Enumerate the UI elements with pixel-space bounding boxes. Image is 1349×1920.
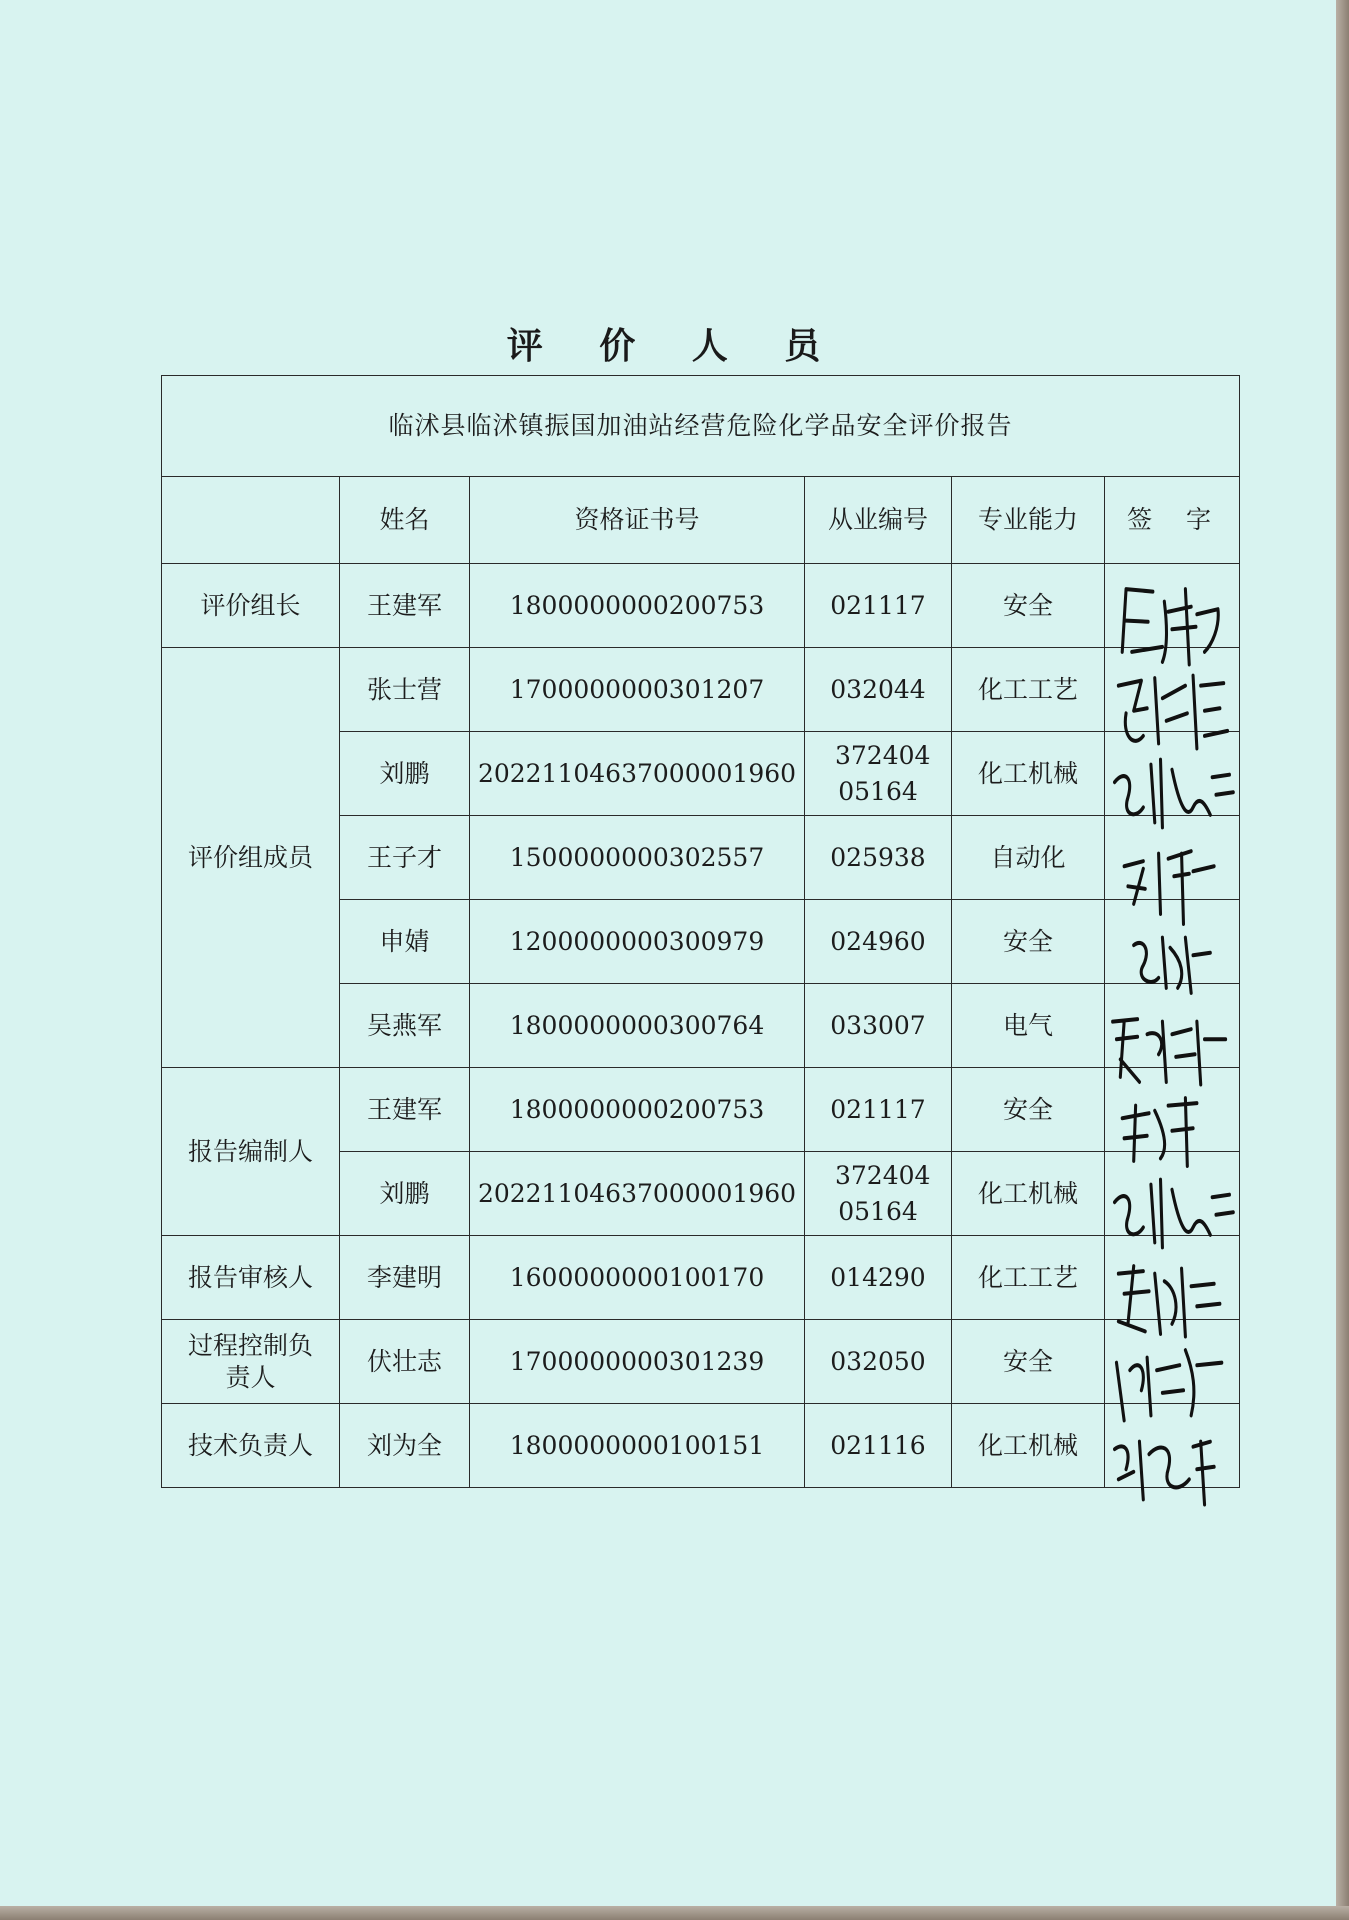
skill-cell: 电气	[952, 984, 1105, 1068]
signature-cell	[1105, 1152, 1240, 1236]
header-skill: 专业能力	[952, 477, 1105, 564]
table-row	[162, 648, 1240, 732]
personnel-table	[161, 375, 1240, 1488]
role-cell: 报告编制人	[162, 1068, 340, 1236]
header-name: 姓名	[340, 477, 470, 564]
signature-cell	[1105, 564, 1240, 648]
table-row	[162, 1068, 1240, 1152]
cert-number-cell: 1800000000200753	[470, 1068, 805, 1152]
table-row	[162, 1236, 1240, 1320]
role-cell: 过程控制负责人	[162, 1320, 340, 1404]
signature-cell	[1105, 984, 1240, 1068]
practice-number-cell: 033007	[805, 984, 952, 1068]
skill-cell: 安全	[952, 1320, 1105, 1404]
role-cell: 评价组长	[162, 564, 340, 648]
name-cell: 刘鹏	[340, 732, 470, 816]
skill-cell: 化工机械	[952, 1404, 1105, 1488]
cert-number-cell: 20221104637000001960	[470, 1152, 805, 1236]
skill-cell: 化工机械	[952, 732, 1105, 816]
signature-cell	[1105, 1320, 1240, 1404]
signature-cell	[1105, 816, 1240, 900]
name-cell: 王建军	[340, 1068, 470, 1152]
table-row	[162, 1404, 1240, 1488]
handwritten-signature-icon	[1105, 1404, 1239, 1517]
role-cell: 报告审核人	[162, 1236, 340, 1320]
skill-cell: 化工工艺	[952, 1236, 1105, 1320]
signature-cell	[1105, 648, 1240, 732]
skill-cell: 化工工艺	[952, 648, 1105, 732]
practice-number-cell: 032050	[805, 1320, 952, 1404]
practice-number-cell: 021117	[805, 1068, 952, 1152]
background-desk-edge	[1336, 0, 1349, 1920]
cert-number-cell: 1800000000300764	[470, 984, 805, 1068]
header-role	[162, 477, 340, 564]
practice-number-cell: 014290	[805, 1236, 952, 1320]
cert-number-cell: 1800000000200753	[470, 564, 805, 648]
table-row	[162, 564, 1240, 648]
cert-number-cell: 1200000000300979	[470, 900, 805, 984]
header-practice-number: 从业编号	[805, 477, 952, 564]
report-title: 临沭县临沭镇振国加油站经营危险化学品安全评价报告	[162, 376, 1240, 477]
practice-number-cell: 021117	[805, 564, 952, 648]
skill-cell: 化工机械	[952, 1152, 1105, 1236]
cert-number-cell: 1700000000301239	[470, 1320, 805, 1404]
signature-cell	[1105, 1404, 1240, 1488]
practice-number-cell: 025938	[805, 816, 952, 900]
practice-number-cell: 032044	[805, 648, 952, 732]
page-title: 评 价 人 员	[506, 326, 843, 367]
cert-number-cell: 1500000000302557	[470, 816, 805, 900]
skill-cell: 安全	[952, 900, 1105, 984]
role-cell: 技术负责人	[162, 1404, 340, 1488]
header-signature: 签 字	[1105, 477, 1240, 564]
practice-number-cell: 372404 05164	[805, 732, 952, 816]
background-desk-bottom	[0, 1906, 1349, 1920]
practice-number-cell: 021116	[805, 1404, 952, 1488]
cert-number-cell: 20221104637000001960	[470, 732, 805, 816]
name-cell: 申婧	[340, 900, 470, 984]
role-cell: 评价组成员	[162, 648, 340, 1068]
cert-number-cell: 1700000000301207	[470, 648, 805, 732]
skill-cell: 安全	[952, 564, 1105, 648]
cert-number-cell: 1600000000100170	[470, 1236, 805, 1320]
skill-cell: 安全	[952, 1068, 1105, 1152]
header-cert: 资格证书号	[470, 477, 805, 564]
name-cell: 张士营	[340, 648, 470, 732]
name-cell: 伏壮志	[340, 1320, 470, 1404]
name-cell: 王子才	[340, 816, 470, 900]
practice-number-cell: 372404 05164	[805, 1152, 952, 1236]
signature-cell	[1105, 732, 1240, 816]
signature-cell	[1105, 900, 1240, 984]
skill-cell: 自动化	[952, 816, 1105, 900]
signature-cell	[1105, 1236, 1240, 1320]
name-cell: 王建军	[340, 564, 470, 648]
cert-number-cell: 1800000000100151	[470, 1404, 805, 1488]
signature-cell	[1105, 1068, 1240, 1152]
table-row	[162, 1320, 1240, 1404]
name-cell: 吴燕军	[340, 984, 470, 1068]
practice-number-cell: 024960	[805, 900, 952, 984]
name-cell: 李建明	[340, 1236, 470, 1320]
name-cell: 刘为全	[340, 1404, 470, 1488]
name-cell: 刘鹏	[340, 1152, 470, 1236]
